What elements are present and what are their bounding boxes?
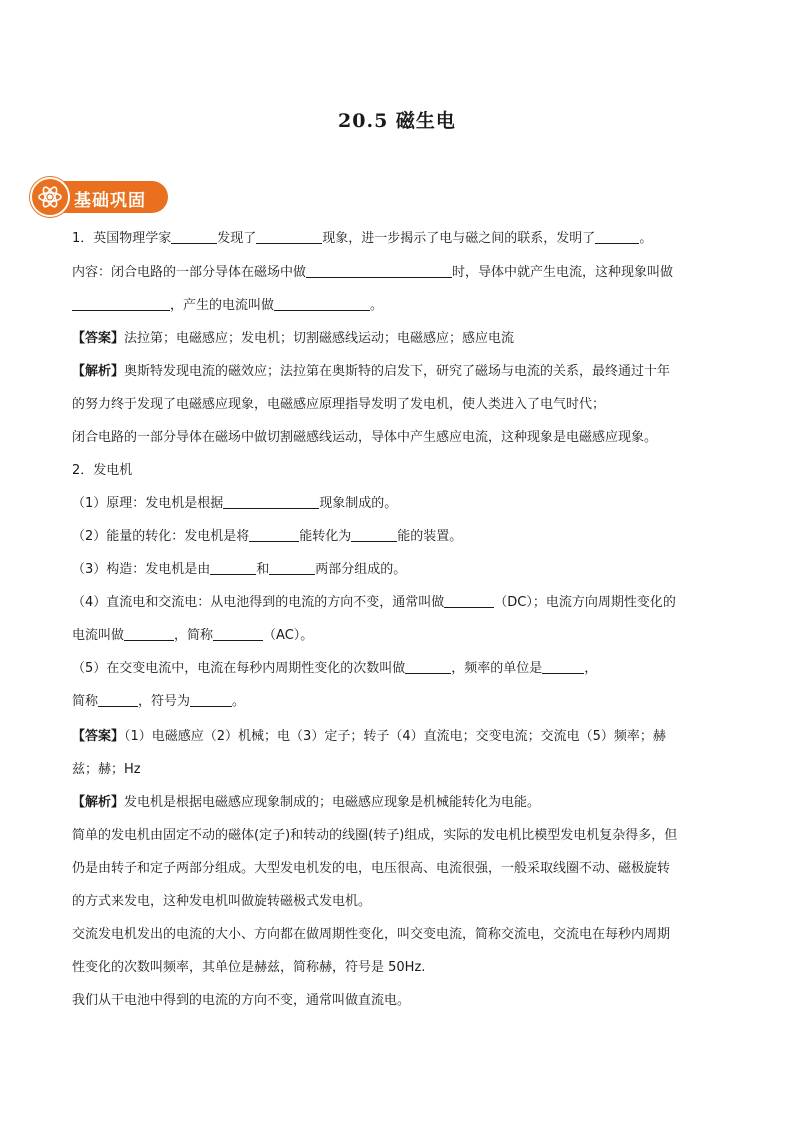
q1-answer: 【答案】法拉第；电磁感应；发电机；切割磁感线运动；电磁感应；感应电流 xyxy=(72,331,515,346)
q2-analysis-4: 的方式来发电，这种发电机叫做旋转磁极式发电机。 xyxy=(72,894,372,909)
q2-analysis-3: 仍是由转子和定子两部分组成。大型发电机发的电，电压很高、电流很强，一般采取线圈不动、磁极旋转 xyxy=(72,861,671,876)
atom-icon xyxy=(30,177,70,217)
blank xyxy=(274,296,370,311)
q1-analysis-2: 的努力终于发现了电磁感应现象，电磁感应原理指导发明了发电机，使人类进入了电气时代； xyxy=(72,397,606,412)
q2-part-1: （1）原理：发电机是根据 现象制成的。 xyxy=(72,496,398,511)
q2-part-5b: 简称 ，符号为 。 xyxy=(72,694,246,709)
blank xyxy=(98,692,138,707)
blank xyxy=(249,527,299,542)
blank xyxy=(269,560,315,575)
blank xyxy=(542,659,584,674)
q1-analysis-1: 【解析】奥斯特发现电流的磁效应；法拉第在奥斯特的启发下，研究了磁场与电流的关系，最终通过十年 xyxy=(72,364,671,379)
section-banner xyxy=(30,177,170,217)
section-tab xyxy=(56,181,168,213)
section-label: 基础巩固 xyxy=(74,191,146,211)
q1-line-1: 1．英国物理学家 发现了 现象，进一步揭示了电与磁之间的联系，发明了 。 xyxy=(72,231,653,246)
blank xyxy=(124,626,174,641)
blank xyxy=(351,527,397,542)
page-title: 20.5 磁生电 xyxy=(338,110,456,132)
q2-analysis-2: 简单的发电机由固定不动的磁体(定子)和转动的线圈(转子)组成，实际的发电机比模型发电机复杂得多，但 xyxy=(72,828,678,843)
q2-answer-1: 【答案】（1）电磁感应（2）机械；电（3）定子；转子（4）直流电；交变电流；交流电（5）频率；赫 xyxy=(72,729,666,744)
blank xyxy=(405,659,451,674)
q2-part-4a: （4）直流电和交流电：从电池得到的电流的方向不变，通常叫做 （DC）；电流方向周期性变化的 xyxy=(72,595,676,610)
blank xyxy=(171,229,217,244)
q2-analysis-6: 性变化的次数叫频率，其单位是赫兹，简称赫，符号是 50Hz. xyxy=(72,960,426,975)
blank xyxy=(213,626,263,641)
q2-analysis-5: 交流发电机发出的电流的大小、方向都在做周期性变化，叫交变电流，简称交流电，交流电在每秒内周期 xyxy=(72,927,671,942)
q1-line-2: 内容：闭合电路的一部分导体在磁场中做 时，导体中就产生电流，这种现象叫做 xyxy=(72,265,674,280)
blank xyxy=(306,263,452,278)
q2-analysis-7: 我们从干电池中得到的电流的方向不变，通常叫做直流电。 xyxy=(72,993,411,1008)
q2-part-3: （3）构造：发电机是由 和 两部分组成的。 xyxy=(72,562,407,577)
blank xyxy=(595,229,639,244)
blank xyxy=(210,560,256,575)
blank xyxy=(72,296,170,311)
q2-heading: 2．发电机 xyxy=(72,463,133,478)
blank xyxy=(444,593,494,608)
q2-part-2: （2）能量的转化：发电机是将 能转化为 能的装置。 xyxy=(72,529,463,544)
blank xyxy=(223,494,319,509)
q2-part-4b: 电流叫做 ，简称 （AC）。 xyxy=(72,628,314,643)
q2-answer-2: 兹；赫；Hz xyxy=(72,762,141,777)
blank xyxy=(256,229,322,244)
q1-analysis-3: 闭合电路的一部分导体在磁场中做切割磁感线运动，导体中产生感应电流，这种现象是电磁感应现象。 xyxy=(72,430,658,445)
q2-part-5a: （5）在交变电流中，电流在每秒内周期性变化的次数叫做 ，频率的单位是 ， xyxy=(72,661,598,676)
q1-line-3: ，产生的电流叫做 。 xyxy=(72,295,383,317)
blank xyxy=(190,692,232,707)
q2-analysis-1: 【解析】发电机是根据电磁感应现象制成的；电磁感应现象是机械能转化为电能。 xyxy=(72,795,541,810)
